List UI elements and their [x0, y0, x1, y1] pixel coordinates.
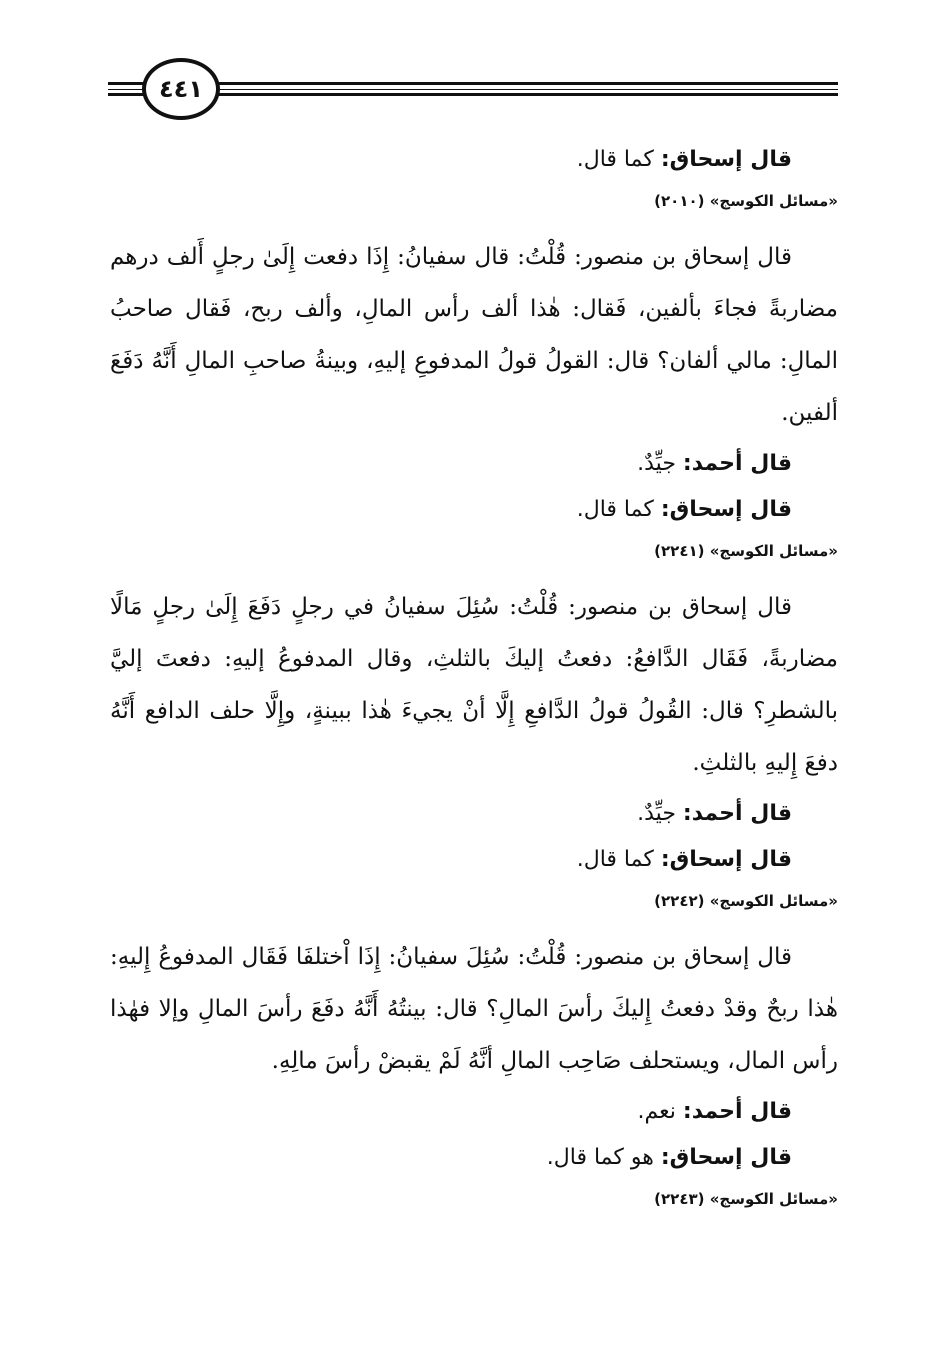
source-reference: «مسائل الكوسج» (٢٢٤١)	[654, 542, 838, 560]
page-body	[110, 135, 838, 1229]
speaker-name: قال أحمد:	[682, 801, 792, 826]
source-reference: «مسائل الكوسج» (٢٢٤٢)	[654, 892, 838, 910]
speaker-line	[110, 1095, 838, 1129]
narration-paragraph: قال إسحاق بن منصور: قُلْتُ: سُئِلَ سفيانُ في رجلٍ دَفَعَ إِلَىٰ رجلٍ مَالًا مضاربةً، فَقَال الدَّافعُ: دفعتُ إليكَ بالثلثِ، وقال المدفوعُ إليهِ: دفعتَ إليَّ بالشطرِ؟ قال: القُولُ قولُ الدَّافعِ إِلَّا أنْ يجيءَ هٰذا ببينةٍ، وإِلَّا حلف الدافع أَنَّهُ دفعَ إِليهِ بالثلثِ.	[110, 594, 838, 776]
speaker-name: قال إسحاق:	[660, 847, 792, 872]
narration-paragraph: قال إسحاق بن منصور: قُلْتُ: قال سفيانُ: إِذَا دفعت إِلَىٰ رجلٍ أَلف درهم مضاربةً فجاءَ بألفين، فَقال: هٰذا ألف رأس المالِ، وألف ربح، فَقال صاحبُ المالِ: مالي ألفان؟ قال: القولُ قولُ المدفوعِ إليهِ، وبينةُ صاحبِ المالِ أَنَّهُ دَفَعَ ألفين.	[110, 244, 838, 426]
page-number: ٤٤١	[159, 75, 203, 103]
speaker-line	[110, 493, 838, 527]
speaker-line	[110, 143, 838, 177]
speaker-text: نعم.	[637, 1099, 676, 1124]
page-number-medallion	[142, 58, 220, 120]
speaker-line	[110, 797, 838, 831]
speaker-name: قال إسحاق:	[660, 497, 792, 522]
speaker-line	[110, 447, 838, 481]
speaker-text: كما قال.	[576, 847, 654, 872]
source-reference: «مسائل الكوسج» (٢٢٤٣)	[654, 1190, 838, 1208]
speaker-name: قال أحمد:	[682, 451, 792, 476]
source-reference: «مسائل الكوسج» (٢٠١٠)	[654, 192, 838, 210]
speaker-line	[110, 843, 838, 877]
page-header	[108, 52, 838, 122]
speaker-text: جيِّدٌ.	[637, 451, 676, 476]
speaker-text: جيِّدٌ.	[637, 801, 676, 826]
speaker-name: قال إسحاق:	[660, 147, 792, 172]
speaker-text: كما قال.	[576, 497, 654, 522]
speaker-line	[110, 1141, 838, 1175]
speaker-text: هو كما قال.	[546, 1145, 654, 1170]
narration-paragraph: قال إسحاق بن منصور: قُلْتُ: سُئِلَ سفيانُ: إِذَا اْختلفَا فَقَال المدفوعُ إِليهِ: هٰذا ربحٌ وقدْ دفعتُ إِليكَ رأسَ المالِ؟ قال: بينتُهُ أَنَّهُ دفَعَ رأسَ المالِ وإلا فهٰذا رأس المال، ويستحلف صَاحِب المالِ أنَّهُ لَمْ يقبضْ رأسَ مالِهِ.	[110, 944, 838, 1074]
speaker-text: كما قال.	[576, 147, 654, 172]
speaker-name: قال أحمد:	[682, 1099, 792, 1124]
speaker-name: قال إسحاق:	[660, 1145, 792, 1170]
